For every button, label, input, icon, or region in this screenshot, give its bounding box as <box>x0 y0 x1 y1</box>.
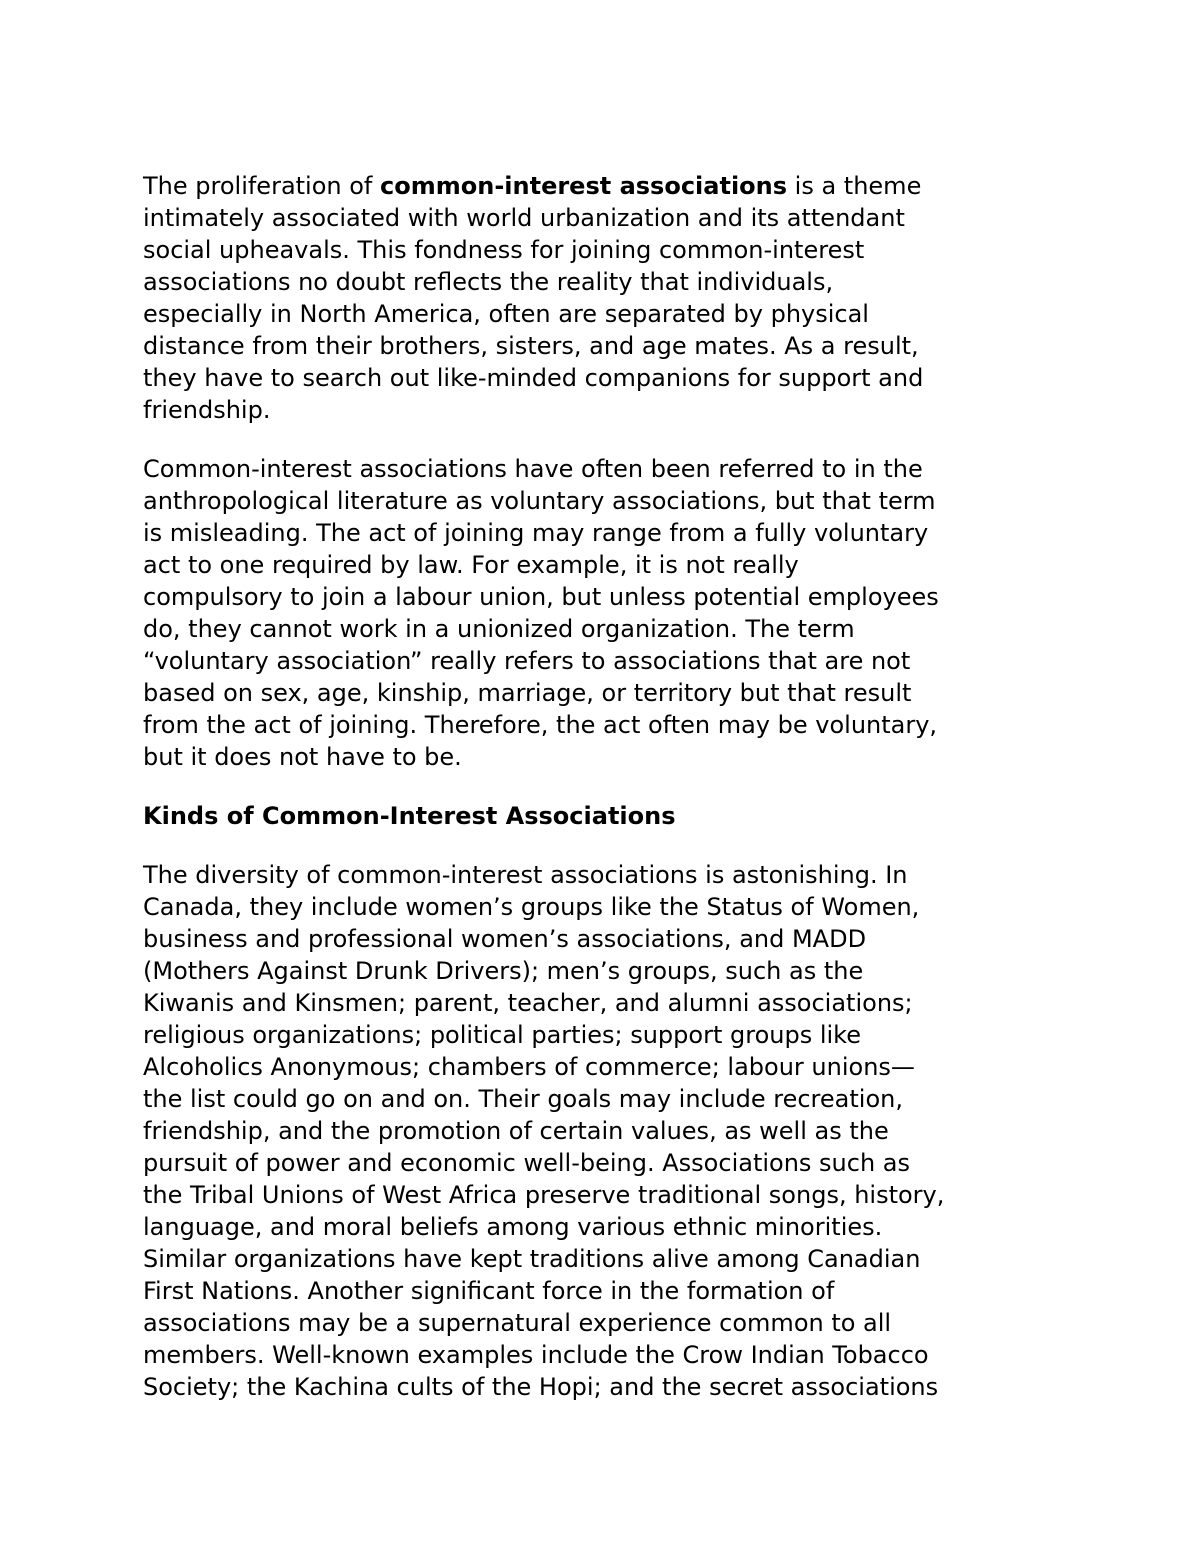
paragraph-diversity <box>143 859 1068 1403</box>
paragraph-intro <box>143 170 1068 426</box>
paragraph-line: Kiwanis and Kinsmen; parent, teacher, and alumni associations; <box>143 989 913 1017</box>
paragraph-line: especially in North America, often are separated by physical <box>143 300 869 328</box>
paragraph-line: friendship. <box>143 396 271 424</box>
paragraph-line: associations may be a supernatural experience common to all <box>143 1309 892 1337</box>
paragraph-line: the Tribal Unions of West Africa preserve traditional songs, history, <box>143 1181 945 1209</box>
paragraph-line: Alcoholics Anonymous; chambers of commerce; labour unions— <box>143 1053 915 1081</box>
paragraph-line: First Nations. Another significant force in the formation of <box>143 1277 835 1305</box>
paragraph-line: from the act of joining. Therefore, the act often may be voluntary, <box>143 711 938 739</box>
paragraph-lead-text: The proliferation of <box>143 172 381 200</box>
paragraph-line: Canada, they include women’s groups like the Status of Women, <box>143 893 920 921</box>
paragraph-line: act to one required by law. For example, it is not really <box>143 551 799 579</box>
paragraph-line: Common-interest associations have often been referred to in the <box>143 455 923 483</box>
paragraph-line: anthropological literature as voluntary associations, but that term <box>143 487 936 515</box>
paragraph-line: business and professional women’s associations, and MADD <box>143 925 867 953</box>
paragraph-line: compulsory to join a labour union, but unless potential employees <box>143 583 939 611</box>
paragraph-line: Society; the Kachina cults of the Hopi; and the secret associations <box>143 1373 939 1401</box>
paragraph-line: religious organizations; political parties; support groups like <box>143 1021 861 1049</box>
paragraph-line: is misleading. The act of joining may range from a fully voluntary <box>143 519 929 547</box>
paragraph-line: social upheavals. This fondness for joining common-interest <box>143 236 865 264</box>
paragraph-line: distance from their brothers, sisters, and age mates. As a result, <box>143 332 919 360</box>
paragraph-line: friendship, and the promotion of certain values, as well as the <box>143 1117 889 1145</box>
paragraph-line: they have to search out like-minded companions for support and <box>143 364 924 392</box>
paragraph-line: the list could go on and on. Their goals may include recreation, <box>143 1085 903 1113</box>
paragraph-line-rest: is a theme <box>787 172 922 200</box>
paragraph-line: (Mothers Against Drunk Drivers); men’s groups, such as the <box>143 957 864 985</box>
paragraph-line: The diversity of common-interest associations is astonishing. In <box>143 861 908 889</box>
paragraph-line: Similar organizations have kept traditions alive among Canadian <box>143 1245 921 1273</box>
paragraph-line: but it does not have to be. <box>143 743 462 771</box>
paragraph-line: based on sex, age, kinship, marriage, or territory but that result <box>143 679 912 707</box>
paragraph-line: language, and moral beliefs among various ethnic minorities. <box>143 1213 883 1241</box>
paragraph-line <box>143 170 1068 202</box>
paragraph-line: members. Well-known examples include the Crow Indian Tobacco <box>143 1341 929 1369</box>
paragraph-line: intimately associated with world urbanization and its attendant <box>143 204 905 232</box>
paragraph-line: associations no doubt reflects the reality that individuals, <box>143 268 834 296</box>
paragraph-line: pursuit of power and economic well-being. Associations such as <box>143 1149 911 1177</box>
paragraph-voluntary-associations <box>143 453 1068 773</box>
bold-term: common-interest associations <box>380 172 788 200</box>
section-heading: Kinds of Common-Interest Associations <box>143 802 676 830</box>
paragraph-line: “voluntary association” really refers to associations that are not <box>143 647 911 675</box>
document-page <box>143 170 1068 1403</box>
paragraph-line: do, they cannot work in a unionized organization. The term <box>143 615 855 643</box>
